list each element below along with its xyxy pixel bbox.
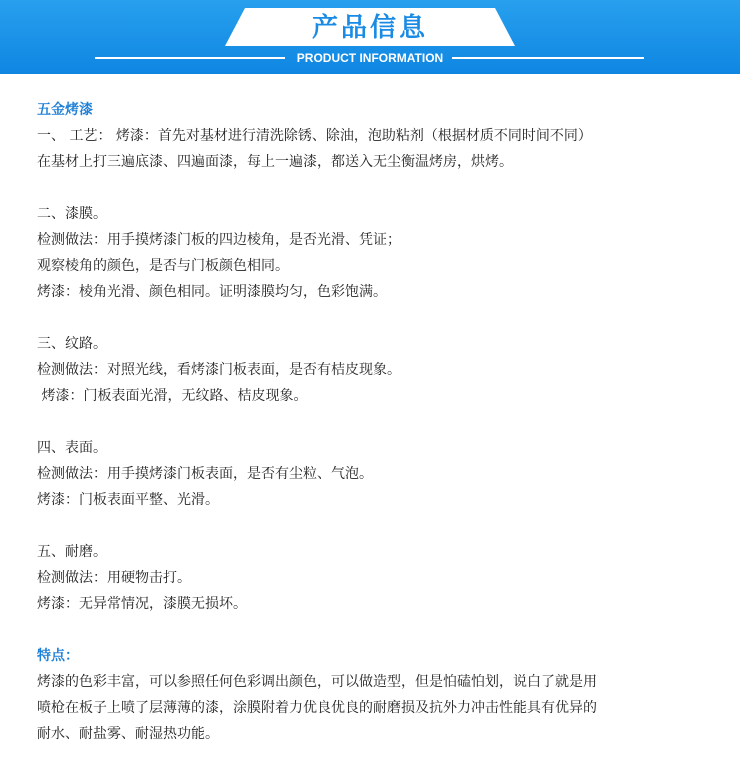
wear-block [37,539,717,617]
text-line: 检测做法：用手摸烤漆门板的四边棱角，是否光滑、凭证； [37,232,401,248]
text-line: 烤漆：棱角光滑、颜色相同。证明漆膜均匀，色彩饱满。 [37,284,387,300]
text-line: 喷枪在板子上喷了层薄薄的漆，涂膜附着力优良优良的耐磨损及抗外力冲击性能具有优异的 [37,700,597,716]
text-line: 五、耐磨。 [37,544,107,560]
text-line: 观察棱角的颜色，是否与门板颜色相同。 [37,258,289,274]
section-title: 五金烤漆 [37,102,93,118]
text-line: 检测做法：对照光线，看烤漆门板表面，是否有桔皮现象。 [37,362,401,378]
text-line: 在基材上打三遍底漆、四遍面漆，每上一遍漆，都送入无尘衡温烤房，烘烤。 [37,154,513,170]
text-line: 三、纹路。 [37,336,107,352]
page-subtitle: PRODUCT INFORMATION [296,51,444,65]
film-block [37,201,717,305]
features-block [37,643,717,747]
text-line: 耐水、耐盐雾、耐湿热功能。 [37,726,219,742]
surface-block [37,435,717,513]
text-line: 四、表面。 [37,440,107,456]
text-line: 检测做法：用手摸烤漆门板表面，是否有尘粒、气泡。 [37,466,373,482]
features-title: 特点： [37,648,79,664]
text-line: 一、 工艺： 烤漆：首先对基材进行清洗除锈、除油，泡助粘剂（根据材质不同时间不同） [37,128,592,144]
text-line: 烤漆：门板表面光滑，无纹路、桔皮现象。 [37,388,308,404]
page-title: 产品信息 [311,13,428,43]
text-line: 烤漆：门板表面平整、光滑。 [37,492,219,508]
product-info-body [37,97,717,747]
text-line: 检测做法：用硬物击打。 [37,570,191,586]
texture-block [37,331,717,409]
text-line: 二、漆膜。 [37,206,107,222]
process-block [37,123,717,175]
text-line: 烤漆的色彩丰富，可以参照任何色彩调出颜色，可以做造型，但是怕磕怕划，说白了就是用 [37,674,597,690]
text-line: 烤漆：无异常情况，漆膜无损坏。 [37,596,247,612]
header-banner [0,0,740,74]
